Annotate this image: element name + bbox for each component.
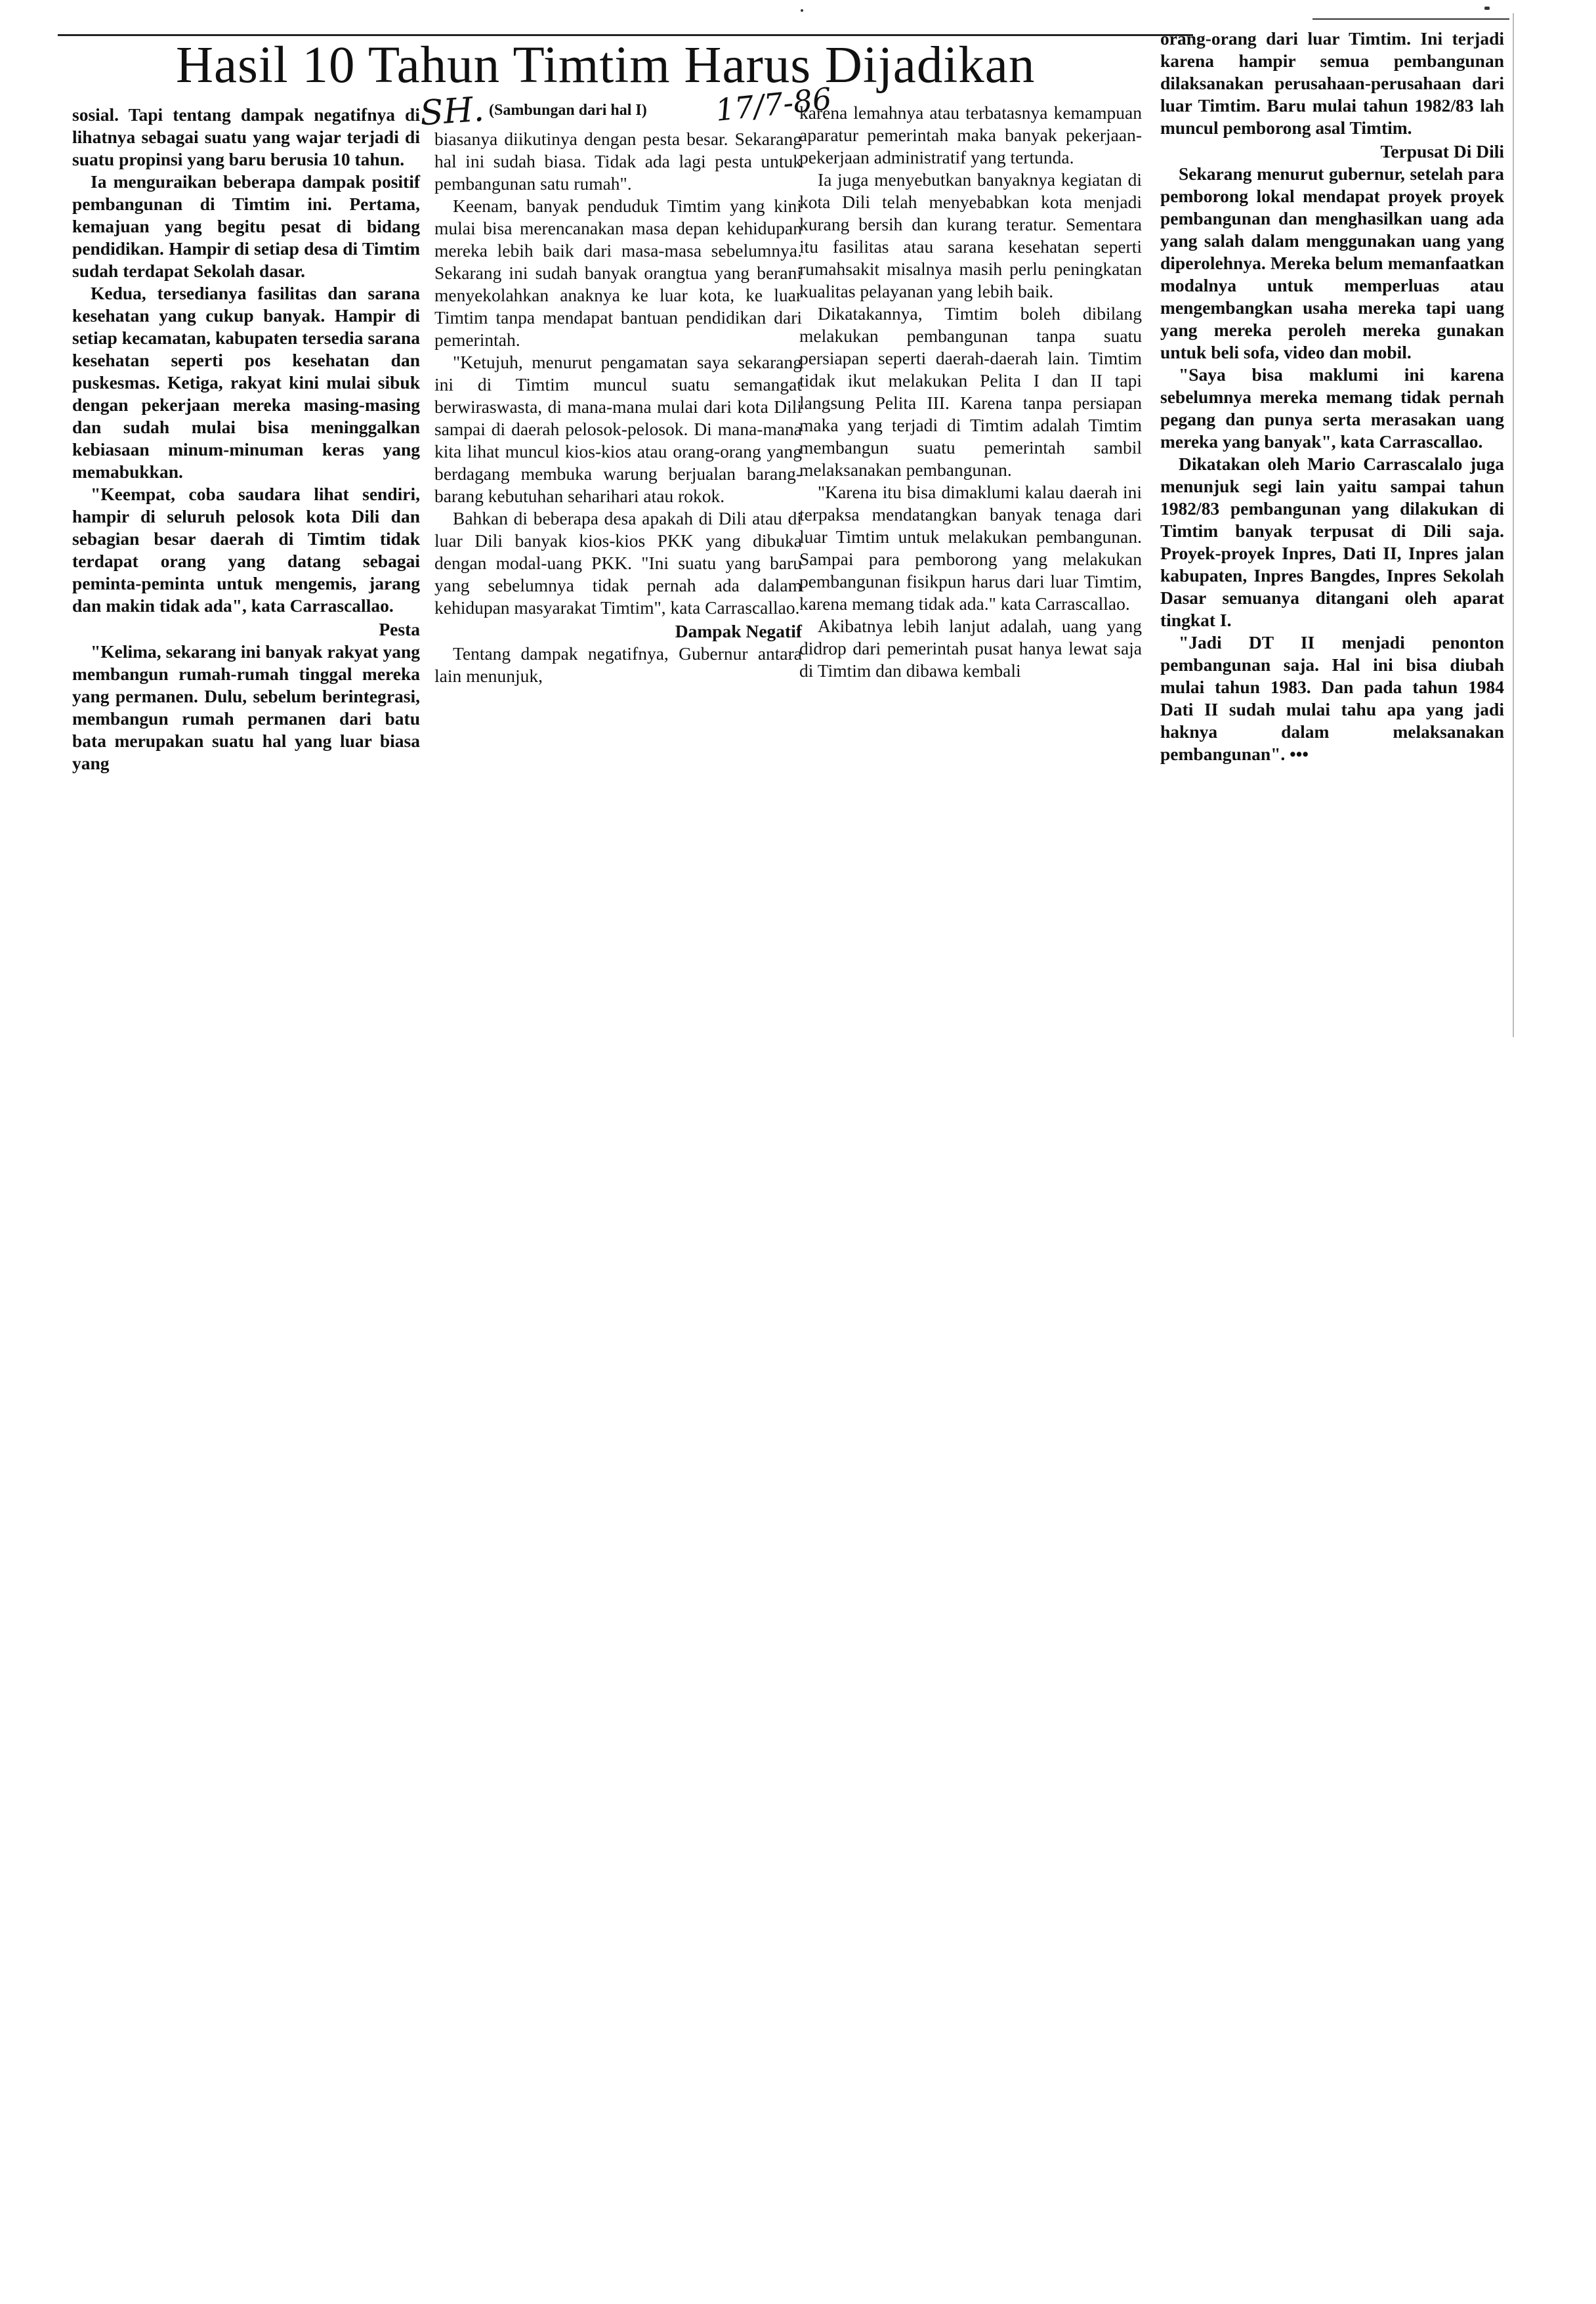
paragraph: Akibatnya lebih lanjut adalah, uang yang didrop dari pemerintah pusat hanya lewat saja di Timtim dan dibawa kembali xyxy=(799,616,1142,681)
subheading: Dampak Negatif xyxy=(675,621,802,641)
article-column-4 xyxy=(1160,28,1504,765)
article-column-3 xyxy=(799,102,1142,682)
paragraph: Kedua, tersedianya fasilitas dan sarana kesehatan yang cukup banyak. Hampir di setiap kecamatan, kabupaten tersedia sarana kesehatan seperti pos kesehatan dan puskesmas. Ketiga, rakyat kini mulai sibuk dengan pekerjaan mereka masing-masing dan sudah mulai bisa meninggalkan kebiasaan minum-minuman keras yang memabukkan. xyxy=(72,283,420,482)
paragraph: Ia menguraikan beberapa dampak positif pembangunan di Timtim ini. Pertama, kemajuan yang begitu pesat di bidang pendidikan. Hampir di setiap desa di Timtim sudah terdapat Sekolah dasar. xyxy=(72,171,420,281)
paragraph: Ia juga menyebutkan banyaknya kegiatan di kota Dili telah menyebabkan kota menjadi kurang bersih dan kurang teratur. Sementara itu fasilitas atau sarana kesehatan seperti rumahsakit misalnya masih perlu peningkatan kualitas pelayanan yang lebih baik. xyxy=(799,169,1142,301)
paragraph: biasanya diikutinya dengan pesta besar. Sekarang hal ini sudah biasa. Tidak ada lagi pesta untuk pembangunan satu rumah". xyxy=(434,129,802,194)
article-column-1 xyxy=(72,104,420,775)
paragraph: Dikatakannya, Timtim boleh dibilang melakukan pembangunan tanpa suatu persiapan seperti daerah-daerah lain. Timtim tidak ikut melakukan Pelita I dan II tapi langsung Pelita III. Karena tanpa persiapan maka yang terjadi di Timtim adalah Timtim membangun suatu pemerintah sambil melaksanakan pembangunan. xyxy=(799,303,1142,480)
paragraph: "Kelima, sekarang ini banyak rakyat yang membangun rumah-rumah tinggal mereka yang permanen. Dulu, sebelum berintegrasi, membangun rumah permanen dari batu bata merupakan suatu hal yang luar biasa yang xyxy=(72,641,420,773)
paragraph: "Jadi DT II menjadi penonton pembangunan saja. Hal ini bisa diubah mulai tahun 1983. Dan pada tahun 1984 Dati II sudah mulai tahu apa yang jadi haknya dalam melaksanakan pembangunan". ••• xyxy=(1160,632,1504,764)
continuation-byline: (Sambungan dari hal I) xyxy=(489,102,647,119)
paragraph: Sekarang menurut gubernur, setelah para pemborong lokal mendapat proyek proyek pembangunan dan menghasilkan uang ada yang salah dalam menggunakan uang yang diperolehnya. Mereka belum memanfaatkan modalnya untuk memperluas atau mengembangkan usaha mereka tapi uang yang mereka peroleh mereka gunakan untuk beli sofa, video dan mobil. xyxy=(1160,163,1504,362)
subheading: Pesta xyxy=(379,619,420,639)
paragraph: Dikatakan oleh Mario Carrascalalo juga menunjuk segi lain yaitu sampai tahun 1982/83 pembangunan yang dilakukan di Timtim banyak terpusat di Dili saja. Proyek-proyek Inpres, Dati II, Inpres jalan kabupaten, Inpres Bangdes, Inpres Sekolah Dasar semuanya ditangani oleh aparat tingkat I. xyxy=(1160,454,1504,630)
scan-edge xyxy=(1513,13,1514,1037)
article-column-2 xyxy=(434,128,802,687)
paragraph: "Ketujuh, menurut pengamatan saya sekarang ini di Timtim muncul suatu semangat berwiraswasta, di mana-mana mulai dari kota Dili sampai di daerah pelosok-pelosok. Di mana-mana kita lihat muncul kios-kios atau orang-orang yang berdagang membuka warung berjualan barang-barang kebutuhan seharihari atau rokok. xyxy=(434,352,802,506)
paragraph: Keenam, banyak penduduk Timtim yang kini mulai bisa merencanakan masa depan kehidupan mereka lebih baik dari masa-masa sebelumnya. Sekarang ini sudah banyak orangtua yang berani menyekolahkan anaknya ke luar kota, ke luar Timtim tanpa mendapat bantuan pendidikan dari pemerintah. xyxy=(434,196,802,350)
paragraph: sosial. Tapi tentang dampak negatifnya di lihatnya sebagai suatu yang wajar terjadi di suatu propinsi yang baru berusia 10 tahun. xyxy=(72,104,420,169)
paragraph: karena lemahnya atau terbatasnya kemampuan aparatur pemerintah maka banyak pekerjaan-pekerjaan administratif yang tertunda. xyxy=(799,102,1142,167)
handwritten-source-mark: SH. xyxy=(419,89,486,134)
paragraph: "Saya bisa maklumi ini karena sebelumnya mereka memang tidak pernah pegang dan punya serta merasakan uang mereka yang banyak", kata Carrascallao. xyxy=(1160,364,1504,452)
subheading: Terpusat Di Dili xyxy=(1380,141,1504,161)
handwritten-date-mark: 17/7-86 xyxy=(713,80,833,129)
scan-speck xyxy=(801,9,803,12)
paragraph: "Karena itu bisa dimaklumi kalau daerah ini terpaksa mendatangkan banyak tenaga dari luar Timtim untuk melakukan pembangunan. Sampai para pemborong yang melakukan pembangunan fisikpun harus dari luar Timtim, karena memang tidak ada." kata Carrascallao. xyxy=(799,482,1142,614)
top-rule-right xyxy=(1312,18,1509,20)
paragraph: Tentang dampak negatifnya, Gubernur antara lain menunjuk, xyxy=(434,643,802,686)
scan-speck xyxy=(1484,7,1490,10)
paragraph: "Keempat, coba saudara lihat sendiri, hampir di seluruh pelosok kota Dili dan sebagian besar daerah di Timtim tidak terdapat orang yang datang sebagai peminta-peminta untuk mengemis, jarang dan makin tidak ada", kata Carrascallao. xyxy=(72,484,420,616)
paragraph: Bahkan di beberapa desa apakah di Dili atau di luar Dili banyak kios-kios PKK yang dibuka dengan modal-uang PKK. "Ini suatu yang baru yang sebelumnya tidak pernah ada dalam kehidupan masyarakat Timtim", kata Carrascallao. xyxy=(434,508,802,618)
paragraph: orang-orang dari luar Timtim. Ini terjadi karena hampir semua pembangunan dilaksanakan perusahaan-perusahaan dari luar Timtim. Baru mulai tahun 1982/83 lah muncul pemborong asal Timtim. xyxy=(1160,28,1504,138)
headline: Hasil 10 Tahun Timtim Harus Dijadikan xyxy=(176,37,1036,94)
